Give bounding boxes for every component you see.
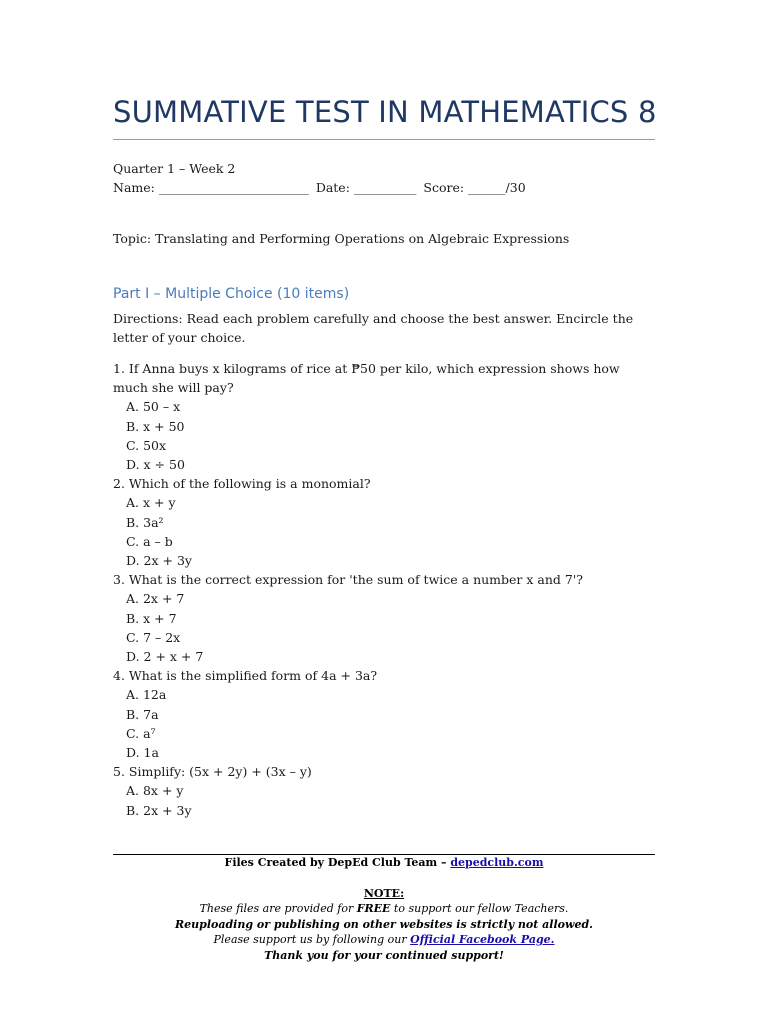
date-field: Date: __________ xyxy=(315,180,417,195)
name-field: Name: ________________________ xyxy=(113,180,309,195)
question-item xyxy=(113,666,655,762)
answer-choice[interactable]: A. 8x + y xyxy=(126,783,184,799)
note-line-support-text: Please support us by following our xyxy=(213,933,411,946)
footer-credit-text: Files Created by DepEd Club Team – xyxy=(224,856,451,869)
score-field: Score: ______/30 xyxy=(423,180,526,195)
note-line-reupload: Reuploading or publishing on other websites is strictly not allowed. xyxy=(175,917,593,931)
note-free-word: FREE xyxy=(356,902,391,915)
footer xyxy=(113,855,655,963)
page-title: SUMMATIVE TEST IN MATHEMATICS 8 xyxy=(113,95,657,129)
answer-choice[interactable]: D. 1a xyxy=(126,745,159,761)
question-item xyxy=(113,570,655,666)
question-text: 2. Which of the following is a monomial? xyxy=(113,476,371,492)
answer-choice[interactable]: A. x + y xyxy=(126,495,176,511)
quarter-label: Quarter 1 – Week 2 xyxy=(113,161,236,176)
answer-choice[interactable]: D. x ÷ 50 xyxy=(126,457,185,473)
answer-choice[interactable]: C. 50x xyxy=(126,437,167,453)
answer-choice[interactable]: C. 7 – 2x xyxy=(126,629,181,645)
answer-choice[interactable]: B. 7a xyxy=(126,706,159,722)
question-item xyxy=(113,474,655,570)
note-line-support xyxy=(113,932,655,948)
note-heading: NOTE: xyxy=(363,886,405,900)
answer-choice[interactable]: B. x + 50 xyxy=(126,418,185,434)
question-text: 3. What is the correct expression for 'the sum of twice a number x and 7'? xyxy=(113,572,583,588)
answer-choice[interactable]: B. x + 7 xyxy=(126,610,177,626)
student-info-line xyxy=(113,178,529,197)
depedclub-link[interactable]: depedclub.com xyxy=(450,856,544,869)
question-text: 1. If Anna buys x kilograms of rice at ₱50 per kilo, which expression shows how much she will pay? xyxy=(113,361,620,396)
answer-choice[interactable]: D. 2x + 3y xyxy=(126,553,192,569)
title-divider xyxy=(113,139,655,140)
facebook-page-link[interactable]: Official Facebook Page. xyxy=(410,933,555,946)
question-list xyxy=(113,359,655,820)
question-item xyxy=(113,359,655,474)
answer-choice[interactable]: C. a – b xyxy=(126,533,173,549)
answer-choice[interactable]: C. a⁷ xyxy=(126,725,156,741)
answer-choice[interactable]: B. 3a² xyxy=(126,514,164,530)
answer-choice[interactable]: A. 12a xyxy=(126,687,167,703)
answer-choice[interactable]: B. 2x + 3y xyxy=(126,802,192,818)
note-line-free xyxy=(113,901,655,917)
note-line-free-start: These files are provided for xyxy=(199,902,357,915)
directions-text: Directions: Read each problem carefully and choose the best answer. Encircle the letter of your choice. xyxy=(113,311,634,345)
question-item xyxy=(113,762,655,820)
answer-choice[interactable]: A. 2x + 7 xyxy=(126,591,185,607)
note-line-free-end: to support our fellow Teachers. xyxy=(390,902,569,915)
topic-line: Topic: Translating and Performing Operations on Algebraic Expressions xyxy=(113,231,570,246)
part-heading: Part I – Multiple Choice (10 items) xyxy=(113,286,350,302)
footer-credit xyxy=(113,855,655,871)
answer-choice[interactable]: A. 50 – x xyxy=(126,399,181,415)
answer-choice[interactable]: D. 2 + x + 7 xyxy=(126,649,204,665)
note-line-thanks: Thank you for your continued support! xyxy=(264,948,504,962)
question-text: 4. What is the simplified form of 4a + 3a? xyxy=(113,668,378,684)
question-text: 5. Simplify: (5x + 2y) + (3x – y) xyxy=(113,764,312,780)
